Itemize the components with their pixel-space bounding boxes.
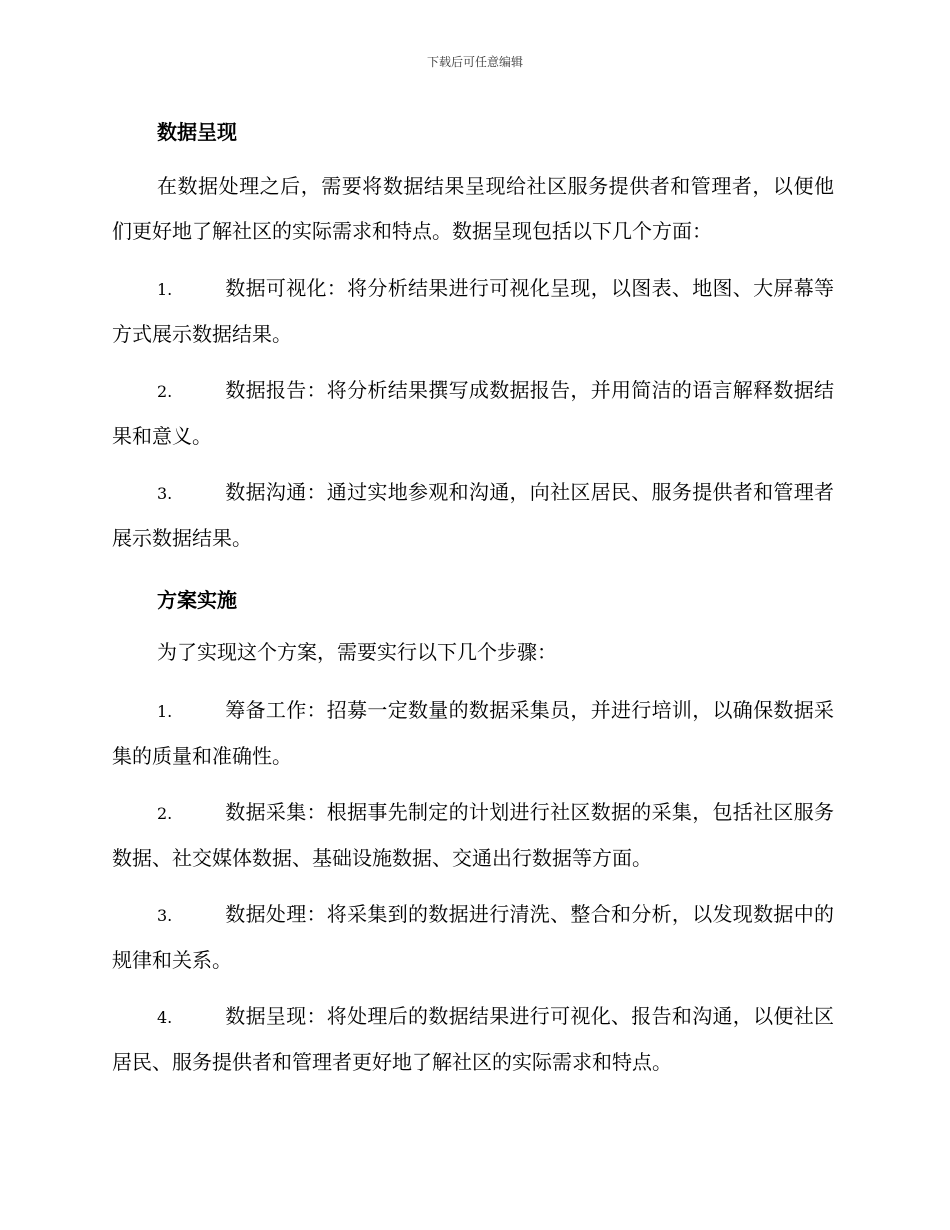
list-item: [112, 266, 834, 357]
section-heading-implementation: 方案实施: [157, 588, 237, 612]
list-number: 3.: [157, 906, 173, 925]
list-item: [112, 790, 834, 881]
list-item-text: 筹备工作：招募一定数量的数据采集员，并进行培训，以确保数据采集的质量和准确性。: [112, 698, 834, 768]
list-item-text: 数据采集：根据事先制定的计划进行社区数据的采集，包括社区服务数据、社交媒体数据、基础设施数据、交通出行数据等方面。: [112, 800, 834, 870]
list-item-text: 数据报告：将分析结果撰写成数据报告，并用简洁的语言解释数据结果和意义。: [112, 378, 834, 448]
list-item-text: 数据沟通：通过实地参观和沟通，向社区居民、服务提供者和管理者展示数据结果。: [112, 480, 834, 550]
list-item-text: 数据呈现：将处理后的数据结果进行可视化、报告和沟通，以便社区居民、服务提供者和管理者更好地了解社区的实际需求和特点。: [112, 1004, 834, 1074]
list-number: 2.: [157, 804, 173, 823]
list-item: [112, 688, 834, 779]
section1-intro-paragraph: 在数据处理之后，需要将数据结果呈现给社区服务提供者和管理者，以便他们更好地了解社区的实际需求和特点。数据呈现包括以下几个方面：: [112, 174, 834, 243]
list-item: [112, 368, 834, 459]
list-item-text: 数据处理：将采集到的数据进行清洗、整合和分析，以发现数据中的规律和关系。: [112, 902, 834, 972]
list-item-text: 数据可视化：将分析结果进行可视化呈现，以图表、地图、大屏幕等方式展示数据结果。: [112, 276, 834, 346]
list-number: 1.: [157, 280, 173, 299]
section2-intro-paragraph: 为了实现这个方案，需要实行以下几个步骤：: [157, 640, 557, 664]
list-number: 4.: [157, 1008, 173, 1027]
list-number: 3.: [157, 484, 173, 503]
list-number: 1.: [157, 702, 173, 721]
list-item: [112, 892, 834, 983]
list-item: [112, 470, 834, 561]
section-heading-data-presentation: 数据呈现: [157, 120, 237, 144]
list-item: [112, 994, 834, 1085]
page-header: 下载后可任意编辑: [426, 55, 523, 69]
list-number: 2.: [157, 382, 173, 401]
